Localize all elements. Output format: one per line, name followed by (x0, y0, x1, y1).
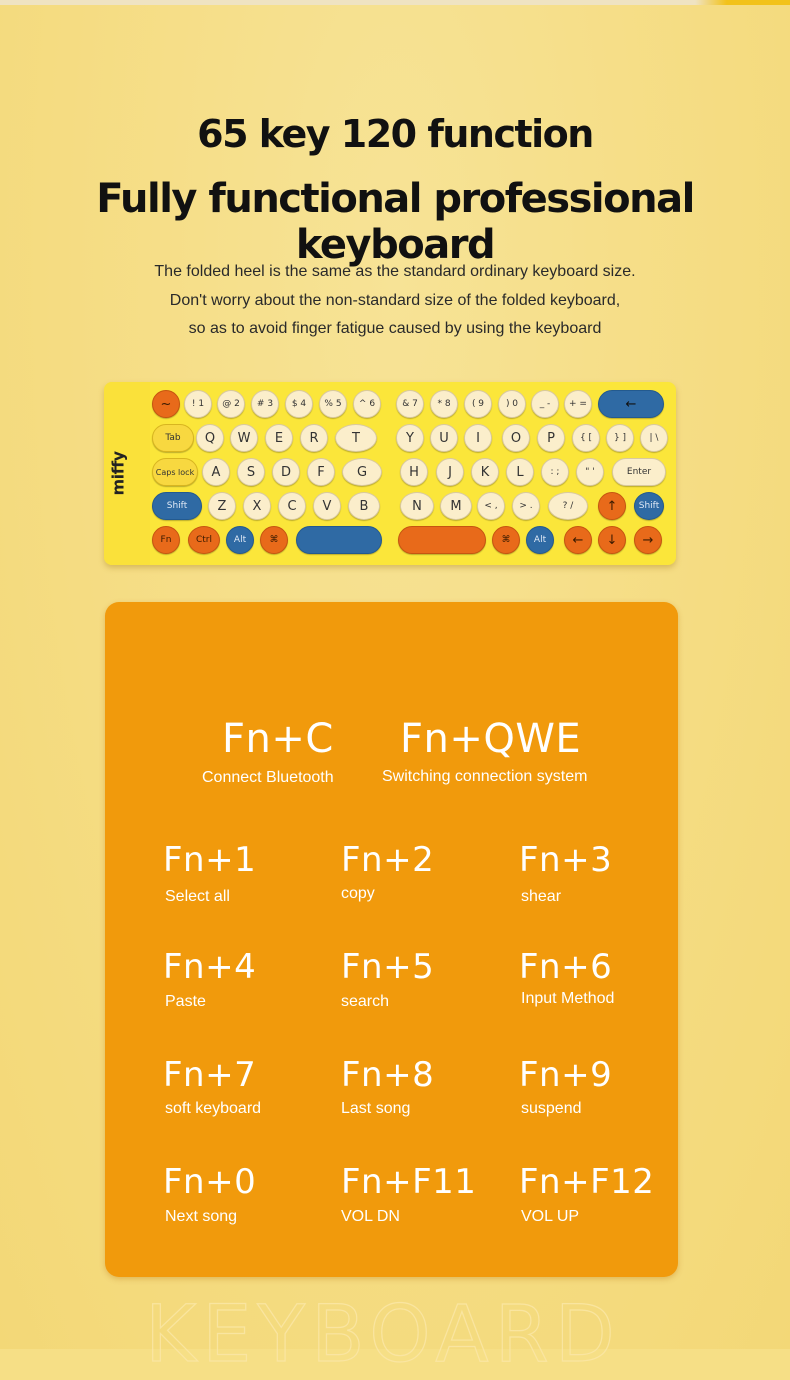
key-comma: < , (477, 492, 505, 520)
shortcut-label-fn-9: suspend (521, 1100, 582, 1117)
key-alt: Alt (226, 526, 254, 554)
shortcut-label-fn-4: Paste (165, 993, 206, 1010)
key-5: % 5 (319, 390, 347, 418)
shortcut-combo-fn-5: Fn+5 (341, 947, 435, 987)
top-image-strip (0, 0, 790, 5)
key-space-left (296, 526, 382, 554)
shortcut-combo-fn-c: Fn+C (222, 716, 334, 762)
key-e: E (265, 424, 293, 452)
shortcut-combo-fn-7: Fn+7 (163, 1055, 257, 1095)
key-left-bracket: { [ (572, 424, 600, 452)
keyboard-brand-strip (104, 382, 150, 565)
key-o: O (502, 424, 530, 452)
key-space-right (398, 526, 486, 554)
shortcut-label-fn-8: Last song (341, 1100, 411, 1117)
key-shift-left: Shift (152, 492, 202, 520)
shortcut-combo-fn-2: Fn+2 (341, 840, 435, 880)
key-f: F (307, 458, 335, 486)
shortcut-label-fn-0: Next song (165, 1208, 238, 1225)
key-7: & 7 (396, 390, 424, 418)
shortcut-label-fn-2: copy (341, 885, 375, 902)
key-c: C (278, 492, 306, 520)
shortcut-label-fn-c: Connect Bluetooth (202, 769, 334, 786)
shortcut-combo-fn-f11: Fn+F11 (341, 1162, 477, 1202)
shortcut-label-fn-7: soft keyboard (165, 1100, 262, 1117)
key-q: Q (196, 424, 224, 452)
key-quote: " ' (576, 458, 604, 486)
key-t: T (335, 424, 377, 452)
key-semicolon: : ; (541, 458, 569, 486)
key-down: ↓ (598, 526, 626, 554)
key-8: * 8 (430, 390, 458, 418)
description-line-3: so as to avoid finger fatigue caused by using the keyboard (188, 320, 602, 337)
key-h: H (400, 458, 428, 486)
key-2: @ 2 (217, 390, 245, 418)
key-v: V (313, 492, 341, 520)
key-i: I (464, 424, 492, 452)
key-backslash: | \ (640, 424, 668, 452)
key-left: ← (564, 526, 592, 554)
shortcut-label-fn-3: shear (521, 888, 562, 905)
key-k: K (471, 458, 499, 486)
key-m: M (440, 492, 472, 520)
shortcut-combo-fn-8: Fn+8 (341, 1055, 435, 1095)
key-right: → (634, 526, 662, 554)
key-caps-lock: Caps lock (152, 458, 198, 486)
shortcut-combo-fn-6: Fn+6 (519, 947, 613, 987)
description-line-2: Don't worry about the non-standard size of the folded keyboard, (169, 291, 621, 309)
key-6: ^ 6 (353, 390, 381, 418)
shortcut-combo-fn-f12: Fn+F12 (519, 1162, 655, 1202)
key-slash: ? / (548, 492, 588, 520)
key-minus: _ - (531, 390, 559, 418)
brand-text: miffy (108, 451, 128, 496)
key-b: B (348, 492, 380, 520)
key-enter: Enter (612, 458, 666, 486)
shortcut-label-fn-f12: VOL UP (521, 1208, 580, 1225)
keyboard-illustration (104, 382, 676, 565)
shortcut-panel (105, 602, 678, 1277)
key-z: Z (208, 492, 236, 520)
key-p: P (537, 424, 565, 452)
key-r: R (300, 424, 328, 452)
shortcut-label-fn-f11: VOL DN (341, 1208, 400, 1225)
description (0, 258, 790, 344)
key-a: A (202, 458, 230, 486)
key-cmd-right: ⌘ (492, 526, 520, 554)
key-l: L (506, 458, 534, 486)
key-1: ! 1 (184, 390, 212, 418)
key-g: G (342, 458, 382, 486)
key-period: > . (512, 492, 540, 520)
key-d: D (272, 458, 300, 486)
key-ctrl: Ctrl (188, 526, 220, 554)
key-tab: Tab (152, 424, 194, 452)
key-plus: + = (564, 390, 592, 418)
key-s: S (237, 458, 265, 486)
shortcut-label-fn-qwe: Switching connection system (382, 768, 588, 785)
key-0: ) 0 (498, 390, 526, 418)
key-cmd: ⌘ (260, 526, 288, 554)
description-line-1: The folded heel is the same as the standard ordinary keyboard size. (154, 263, 636, 280)
key-up: ↑ (598, 492, 626, 520)
key-fn: Fn (152, 526, 180, 554)
shortcut-combo-fn-4: Fn+4 (163, 947, 257, 987)
key-j: J (436, 458, 464, 486)
headline-line-2: Fully functional professional keyboard (96, 176, 694, 268)
shortcut-combo-fn-3: Fn+3 (519, 840, 613, 880)
shortcut-combo-fn-9: Fn+9 (519, 1055, 613, 1095)
shortcut-label-fn-5: search (341, 993, 390, 1010)
key-right-bracket: } ] (606, 424, 634, 452)
key-u: U (430, 424, 458, 452)
key-n: N (400, 492, 434, 520)
key-3: # 3 (251, 390, 279, 418)
headline-line-1: 65 key 120 function (197, 112, 593, 156)
key-4: $ 4 (285, 390, 313, 418)
key-y: Y (396, 424, 424, 452)
key-alt-right: Alt (526, 526, 554, 554)
shortcut-combo-fn-qwe: Fn+QWE (400, 716, 582, 762)
key-esc: ~ (152, 390, 180, 418)
key-9: ( 9 (464, 390, 492, 418)
keyboard-watermark: KEYBOARD (145, 1290, 621, 1380)
key-x: X (243, 492, 271, 520)
brand-logo (108, 440, 142, 510)
shortcut-combo-fn-0: Fn+0 (163, 1162, 257, 1202)
key-shift-right: Shift (634, 492, 664, 520)
shortcut-combo-fn-1: Fn+1 (163, 840, 257, 880)
shortcut-label-fn-6: Input Method (521, 990, 615, 1007)
key-backspace: ← (598, 390, 664, 418)
shortcut-label-fn-1: Select all (165, 888, 230, 905)
key-w: W (230, 424, 258, 452)
